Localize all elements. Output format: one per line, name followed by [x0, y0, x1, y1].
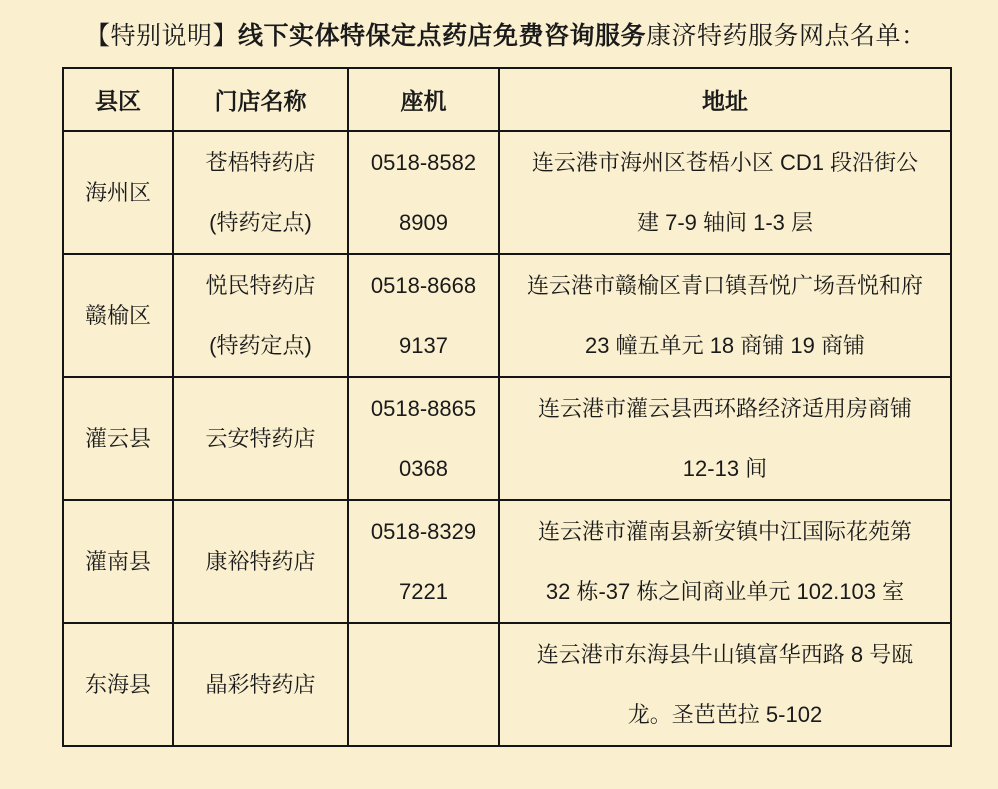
- address-line: 龙。圣芭芭拉 5-102: [627, 701, 823, 727]
- district-text: 海州区: [84, 179, 151, 205]
- store-name-line: 康裕特药店: [205, 548, 316, 574]
- phone-cell: [348, 377, 499, 500]
- table-header-row: [63, 68, 951, 131]
- store-name-line: 云安特药店: [205, 425, 316, 451]
- address-cell: [499, 377, 951, 500]
- address-line: 连云港市灌云县西环路经济适用房商铺: [537, 395, 912, 421]
- address-cell: [499, 131, 951, 254]
- address-line: 连云港市赣榆区青口镇吾悦广场吾悦和府: [526, 272, 923, 298]
- title-suffix: 康济特药服务网点名单：: [646, 22, 927, 50]
- column-header-phone: 座机: [348, 68, 499, 131]
- phone-line: 0518-8329: [370, 518, 477, 544]
- page-title: [85, 21, 998, 51]
- address-line: 建 7-9 轴间 1-3 层: [636, 209, 814, 235]
- table-row: [63, 623, 951, 746]
- phone-line: 9137: [399, 332, 448, 358]
- address-line: 12-13 间: [682, 455, 768, 481]
- address-cell: [499, 254, 951, 377]
- address-line: 连云港市海州区苍梧小区 CD1 段沿街公: [531, 149, 919, 175]
- phone-line: 0368: [399, 455, 448, 481]
- district-cell: [63, 377, 173, 500]
- title-emphasis: 线下实体特保定点药店免费咨询服务: [238, 22, 647, 50]
- store-name-line: 苍梧特药店: [205, 149, 316, 175]
- district-text: 灌南县: [84, 548, 151, 574]
- district-text: 东海县: [84, 671, 151, 697]
- address-cell: [499, 623, 951, 746]
- district-text: 赣榆区: [84, 302, 151, 328]
- column-header-district: 县区: [63, 68, 173, 131]
- table-row: [63, 254, 951, 377]
- store-name-line: 晶彩特药店: [205, 671, 316, 697]
- table-row: [63, 377, 951, 500]
- phone-line: 7221: [399, 578, 448, 604]
- column-header-store-name: 门店名称: [173, 68, 348, 131]
- district-cell: [63, 131, 173, 254]
- address-cell: [499, 500, 951, 623]
- store-name-cell: [173, 254, 348, 377]
- phone-cell: [348, 254, 499, 377]
- store-name-cell: [173, 623, 348, 746]
- pharmacy-network-table: [62, 67, 952, 747]
- phone-line: 0518-8865: [370, 395, 477, 421]
- district-cell: [63, 254, 173, 377]
- phone-cell: [348, 623, 499, 746]
- table-row: [63, 131, 951, 254]
- store-name-line: 悦民特药店: [205, 272, 316, 298]
- column-header-address: 地址: [499, 68, 951, 131]
- phone-line: 8909: [399, 209, 448, 235]
- table-row: [63, 500, 951, 623]
- phone-cell: [348, 500, 499, 623]
- district-cell: [63, 623, 173, 746]
- title-prefix: 【特别说明】: [85, 22, 239, 50]
- district-text: 灌云县: [84, 425, 151, 451]
- store-name-cell: [173, 500, 348, 623]
- store-name-line: (特药定点): [209, 209, 312, 235]
- address-line: 23 幢五单元 18 商铺 19 商铺: [585, 332, 865, 358]
- address-line: 连云港市灌南县新安镇中江国际花苑第: [537, 518, 912, 544]
- address-line: 32 栋-37 栋之间商业单元 102.103 室: [545, 578, 905, 604]
- phone-line: 0518-8582: [370, 149, 477, 175]
- store-name-line: (特药定点): [209, 332, 312, 358]
- store-name-cell: [173, 131, 348, 254]
- address-line: 连云港市东海县牛山镇富华西路 8 号瓯: [536, 641, 914, 667]
- store-name-cell: [173, 377, 348, 500]
- district-cell: [63, 500, 173, 623]
- phone-cell: [348, 131, 499, 254]
- phone-line: 0518-8668: [370, 272, 477, 298]
